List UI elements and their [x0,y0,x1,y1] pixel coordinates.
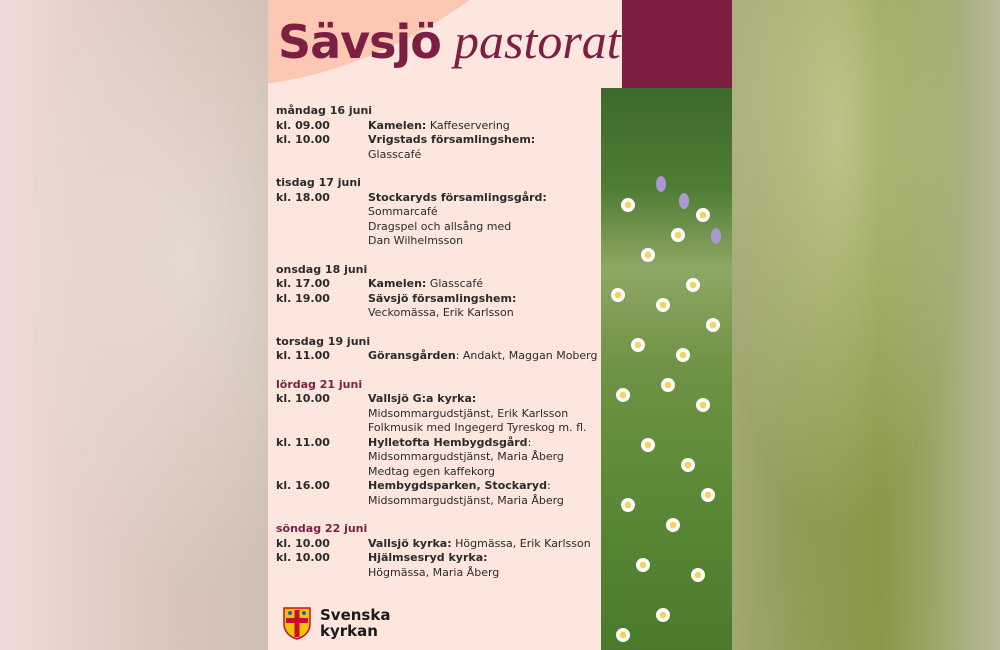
daisy-flower [621,498,635,512]
daisy-flower [621,198,635,212]
entry-description [368,277,602,292]
logo-line-1: Svenska [320,606,391,624]
logo-text [320,607,390,639]
entry-detail: Sommarcafé [368,205,438,218]
day-title: söndag 22 juni [276,522,368,535]
entry-place: Göransgården [368,349,456,362]
entry-detail: Midsommargudstjänst, Maria Åberg [368,493,564,507]
entry-detail: : Andakt, Maggan Moberg [455,349,598,362]
entry-detail: Glasscafé [368,147,422,161]
entry-time: kl. 18.00 [276,190,330,204]
entry-time: kl. 19.00 [276,291,330,305]
entry-time: kl. 16.00 [276,479,330,492]
entry-description [368,479,602,508]
day-title: torsdag 19 juni [276,334,371,348]
daisy-flower [636,558,650,572]
day-block [276,378,602,509]
daisy-flower [671,228,685,242]
schedule-entry [276,277,602,292]
entry-detail: Högmässa, Erik Karlsson [455,536,591,550]
entry-description [368,436,602,480]
poster-title [278,12,621,70]
daisy-flower [706,318,720,332]
daisy-flower [676,348,690,362]
schedule-entry [276,133,602,162]
daisy-flower [681,458,695,472]
meadow-photo [601,88,732,650]
entry-detail: Folkmusik med Ingegerd Tyreskog m. fl. [368,421,587,434]
daisy-flower [611,288,625,302]
entry-place: Hembygdsparken, Stockaryd [368,479,547,492]
purple-blossom [656,176,666,192]
entry-time: kl. 11.00 [276,435,330,449]
poster [268,0,732,650]
schedule-entry [276,292,602,321]
entry-detail: Glasscafé [429,277,484,290]
entry-time: kl. 11.00 [276,349,330,362]
entry-place: Hylletofta Hembygdsgård [368,435,528,449]
entry-place: Vrigstads församlingshem: [368,133,536,146]
daisy-flower [661,378,675,392]
entry-detail: Medtag egen kaffekorg [368,464,496,478]
entry-place-suffix: : [546,479,551,492]
purple-blossom [711,228,721,244]
entry-place: Kamelen: [368,118,427,132]
daisy-flower [666,518,680,532]
entry-time: kl. 10.00 [276,551,330,564]
day-block [276,176,602,249]
blurred-background-right [732,0,1000,650]
entry-place: Stockaryds församlingsgård: [368,190,547,204]
daisy-flower [631,338,645,352]
entry-time: kl. 17.00 [276,277,330,290]
day-block [276,335,602,364]
day-block [276,263,602,321]
day-title: lördag 21 juni [276,377,363,391]
daisy-flower [686,278,700,292]
schedule-entry [276,537,602,552]
entry-description [368,133,602,162]
entry-place: Vallsjö G:a kyrka: [368,392,477,405]
title-subtitle: pastorat [454,13,621,69]
svenska-kyrkan-logo [282,606,390,640]
church-shield-icon [282,606,312,640]
schedule-entry [276,119,602,134]
daisy-flower [641,438,655,452]
logo-line-2: kyrkan [320,622,378,640]
schedule-entry [276,436,602,480]
entry-time: kl. 10.00 [276,392,330,405]
title-brand: Sävsjö [278,15,441,69]
entry-description [368,191,602,249]
daisy-flower [701,488,715,502]
entry-place-suffix: : [527,435,532,449]
entry-detail: Midsommargudstjänst, Maria Åberg [368,450,564,463]
daisy-flower [656,298,670,312]
entry-time: kl. 10.00 [276,536,330,550]
entry-description [368,292,602,321]
entry-detail: Högmässa, Maria Åberg [368,565,500,579]
schedule-entry [276,479,602,508]
entry-description [368,551,602,580]
entry-place: Vallsjö kyrka: [368,536,452,550]
daisy-flower [616,388,630,402]
entry-time: kl. 09.00 [276,118,330,132]
entry-detail: Kaffeservering [429,118,510,132]
daisy-flower [691,568,705,582]
daisy-flower [696,398,710,412]
entry-description [368,537,602,552]
entry-description [368,119,602,134]
day-title: tisdag 17 juni [276,176,361,189]
day-block [276,522,602,580]
entry-place: Sävsjö församlingshem: [368,291,517,305]
schedule-entry [276,191,602,249]
daisy-flower [656,608,670,622]
schedule-entry [276,392,602,436]
entry-detail: Midsommargudstjänst, Erik Karlsson [368,406,569,420]
entry-place: Hjälmsesryd kyrka: [368,551,488,564]
day-title: onsdag 18 juni [276,262,368,276]
purple-blossom [679,193,689,209]
day-block [276,104,602,162]
schedule-entry [276,349,602,364]
day-title: måndag 16 juni [276,104,373,117]
daisy-flower [641,248,655,262]
entry-detail: Dragspel och allsång med [368,219,512,233]
blurred-background-left [0,0,268,650]
entry-detail: Dan Wilhelmsson [368,234,464,247]
daisy-flower [616,628,630,642]
entry-time: kl. 10.00 [276,133,330,146]
schedule-list [276,104,602,594]
entry-place: Kamelen: [368,277,427,290]
schedule-entry [276,551,602,580]
entry-detail: Veckomässa, Erik Karlsson [368,306,514,319]
entry-description [368,392,602,436]
entry-description [368,349,602,364]
daisy-flower [696,208,710,222]
